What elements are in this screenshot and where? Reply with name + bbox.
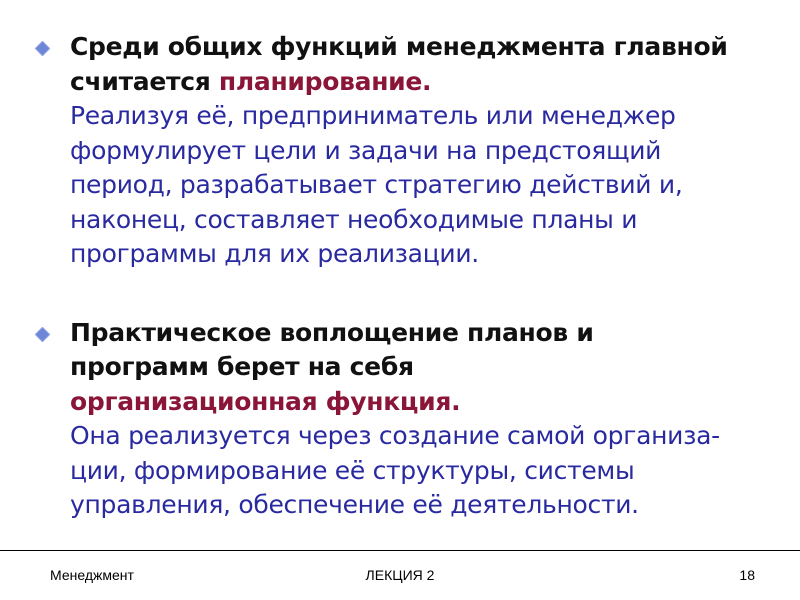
description-line: формулирует цели и задачи на предстоящий bbox=[70, 135, 662, 165]
bullet-heading-line bbox=[70, 65, 780, 100]
bullet-heading-line: Среди общих функций менеджмента главной bbox=[70, 32, 728, 61]
description-line: период, разрабатывает стратегию действий и, bbox=[70, 170, 683, 199]
footer-course-title: Менеджмент bbox=[50, 567, 134, 583]
bullet-heading-line: Практическое воплощение планов и bbox=[70, 317, 594, 347]
diamond-bullet-icon bbox=[35, 326, 51, 342]
bullet-heading-line: программ берет на себя bbox=[70, 352, 414, 381]
description-line: ции, формирование её структуры, системы bbox=[70, 455, 635, 485]
footer-divider bbox=[0, 550, 800, 551]
diamond-bullet-icon bbox=[35, 41, 51, 57]
description-line: Она реализуется через создание самой организа- bbox=[70, 421, 720, 450]
bullet-organization bbox=[30, 316, 780, 523]
description-line: Реализуя её, предприниматель или менеджер bbox=[70, 101, 676, 130]
bullet-planning bbox=[30, 30, 780, 272]
slide-content bbox=[30, 30, 780, 523]
heading-text: считается bbox=[70, 66, 219, 96]
description-line: наконец, составляет необходимые планы и bbox=[70, 204, 638, 234]
footer-lecture-label: ЛЕКЦИЯ 2 bbox=[365, 567, 435, 583]
accent-term: планирование. bbox=[218, 66, 432, 96]
description-line: управления, обеспечение её деятельности. bbox=[70, 490, 639, 519]
footer-page-number: 18 bbox=[739, 567, 755, 583]
description-line: программы для их реализации. bbox=[70, 239, 479, 268]
accent-term: организационная функция. bbox=[70, 386, 461, 416]
